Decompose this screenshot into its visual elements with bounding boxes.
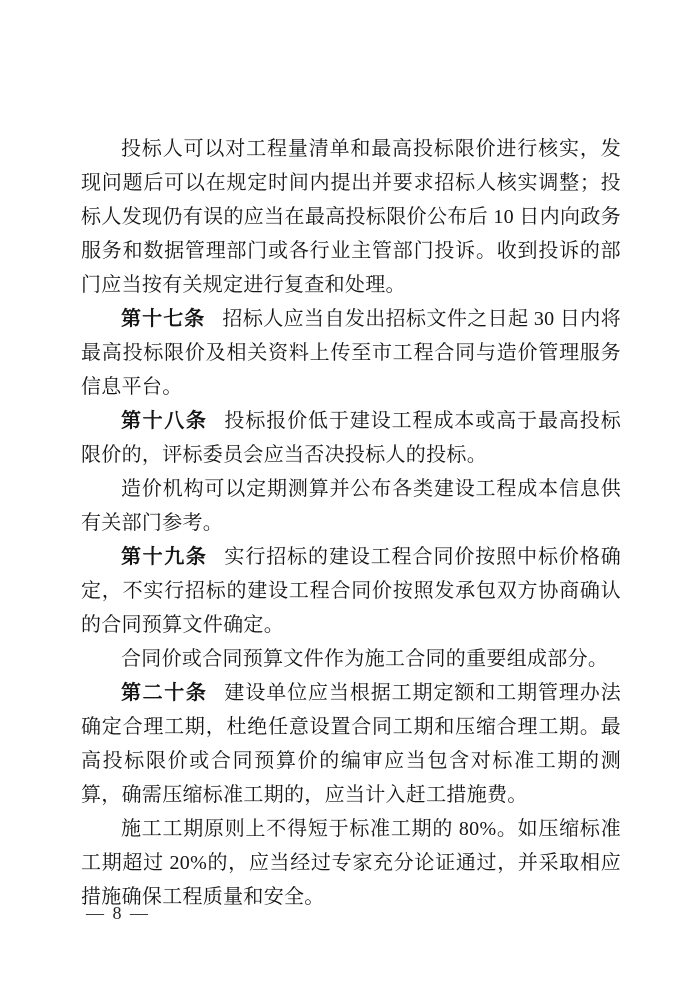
paragraph [81,642,621,676]
paragraph-text: 投标人可以对工程量清单和最高投标限价进行核实，发现问题后可以在规定时间内提出并要求招标人核实调整；投标人发现仍有误的应当在最高投标限价公布后 10 日内向政务服务和数据管理部门或各行业主管部门投诉。收到投诉的部门应当按有关规定进行复查和处理。 [81,138,621,296]
page-number: — 8 — [86,903,150,923]
article-number: 第二十条 [121,682,208,704]
paragraph-text: 造价机构可以定期测算并公布各类建设工程成本信息供有关部门参考。 [81,478,621,534]
article-number: 第十八条 [121,410,208,432]
paragraph-text: 招标人应当自发出招标文件之日起 30 日内将最高投标限价及相关资料上传至市工程合同与造价管理服务信息平台。 [81,308,621,398]
paragraph-text: 施工工期原则上不得短于标准工期的 80%。如压缩标准工期超过 20%的，应当经过专家充分论证通过，并采取相应措施确保工程质量和安全。 [81,818,621,908]
paragraph [81,132,621,302]
paragraph-text: 合同价或合同预算文件作为施工合同的重要组成部分。 [121,648,609,670]
article-number: 第十九条 [121,546,208,568]
article-number: 第十七条 [121,308,206,330]
paragraph-text: 建设单位应当根据工期定额和工期管理办法确定合理工期，杜绝任意设置合同工期和压缩合理工期。最高投标限价或合同预算价的编审应当包含对标准工期的测算，确需压缩标准工期的，应当计入赶工措施费。 [81,682,622,806]
paragraph-article-19 [81,540,621,642]
paragraph-article-20 [81,676,621,812]
paragraph-article-18 [81,404,621,472]
paragraph [81,472,621,540]
paragraph-text: 投标报价低于建设工程成本或高于最高投标限价的，评标委员会应当否决投标人的投标。 [81,410,622,466]
paragraph-article-17 [81,302,621,404]
paragraph-text: 实行招标的建设工程合同价按照中标价格确定，不实行招标的建设工程合同价按照发承包双方协商确认的合同预算文件确定。 [81,546,622,636]
paragraph [81,812,621,914]
document-body [81,132,621,914]
